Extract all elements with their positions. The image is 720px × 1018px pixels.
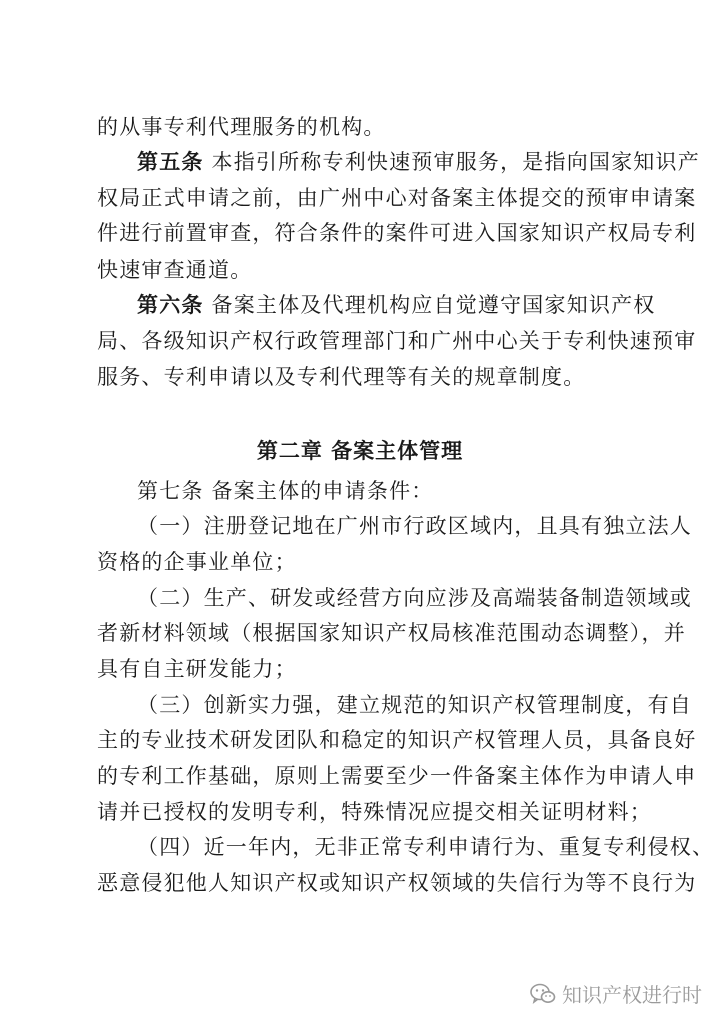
text-line: 的专利工作基础，原则上需要至少一件备案主体作为申请人申 [97, 764, 697, 788]
text-line: （四）近一年内，无非正常专利申请行为、重复专利侵权、 [137, 835, 715, 859]
text-line: 的从事专利代理服务的机构。 [97, 115, 386, 139]
text-line: 恶意侵犯他人知识产权或知识产权领域的失信行为等不良行为 [97, 871, 697, 895]
text-line: 服务、专利申请以及专利代理等有关的规章制度。 [97, 365, 586, 389]
text-line: 请并已授权的发明专利，特殊情况应提交相关证明材料； [97, 800, 652, 824]
text-line: 权局正式申请之前，由广州中心对备案主体提交的预审申请案 [97, 186, 697, 210]
article-number: 第六条 [137, 293, 204, 317]
article-number: 第五条 [137, 150, 204, 174]
text-line: （三）创新实力强，建立规范的知识产权管理制度，有自 [137, 693, 692, 717]
text-line: 具有自主研发能力； [97, 657, 297, 681]
article-7-line: 第七条 备案主体的申请条件： [137, 479, 434, 503]
text-line: 快速审查通道。 [97, 258, 253, 282]
article-6-line: 第六条 备案主体及代理机构应自觉遵守国家知识产权 [137, 293, 656, 317]
text-line: （二）生产、研发或经营方向应涉及高端装备制造领域或 [137, 586, 692, 610]
text-line: 主的专业技术研发团队和稳定的知识产权管理人员，具备良好 [97, 728, 697, 752]
text-line: 局、各级知识产权行政管理部门和广州中心关于专利快速预审 [97, 329, 697, 353]
watermark-text: 知识产权进行时 [562, 983, 702, 1007]
text-line: （一）注册登记地在广州市行政区域内，且具有独立法人 [137, 514, 692, 538]
chapter-heading: 第二章 备案主体管理 [256, 439, 464, 463]
text-line: 资格的企事业单位； [97, 550, 297, 574]
watermark [530, 979, 702, 1008]
text-line: 者新材料领域（根据国家知识产权局核准范围动态调整），并 [97, 621, 686, 645]
text-line: 件进行前置审查，符合条件的案件可进入国家知识产权局专利 [97, 221, 697, 245]
wechat-icon [530, 983, 556, 1005]
article-5-line: 第五条 本指引所称专利快速预审服务，是指向国家知识产 [137, 150, 700, 174]
